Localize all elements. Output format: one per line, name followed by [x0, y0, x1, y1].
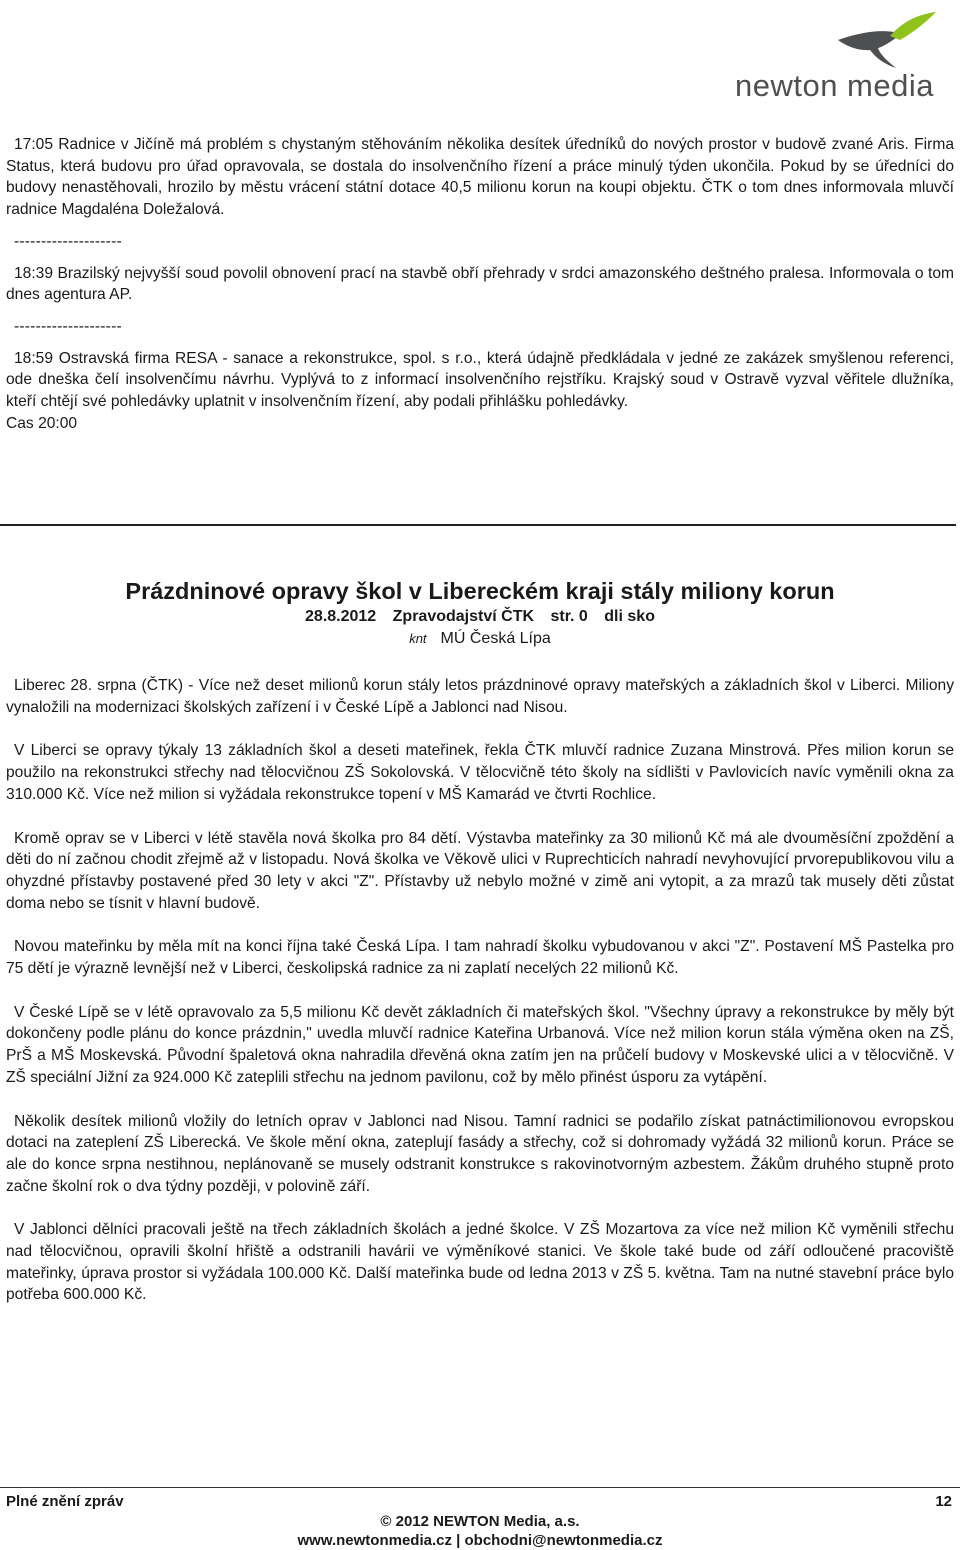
page-number: 12	[935, 1493, 952, 1510]
footer-info	[0, 1512, 960, 1550]
article-paragraph: Novou mateřinku by měla mít na konci října také Česká Lípa. I tam nahradí školku vybudovanou v akci "Z". Postavení MŠ Pastelka pro 75 dětí je výrazně levnější než v Liberci, českolipská radnice za ni zaplatí necelých 22 milionů Kč.	[6, 938, 954, 978]
article-paragraph: Kromě oprav se v Liberci v létě stavěla nová školka pro 84 dětí. Výstavba mateřinky za 30 milionů Kč má ale dvouměsíční zpoždění a děti do ní začnou chodit zřejmě až v listopadu. Nová školka ve Věkově ulici v Ruprechticích nahradí nevyhovující prvorepublikovou vilu a ohyzdné přístavby postavené před 30 lety v akci "Z". Přístavby už nebylo možné v zimě ani vytopit, a za mrazů tak musely děti zůstat doma nebo se tísnit v hlavní budově.	[6, 829, 954, 912]
article-paragraph: V České Lípě se v létě opravovalo za 5,5 milionu Kč devět základních či mateřských škol. "Všechny úpravy a rekonstrukce by měly být dokončeny podle plánu do konce prázdnin," uvedla mluvčí radnice Kateřina Urbanová. Více než milion korun stála výměna oken na ZŠ, PrŠ a MŠ Moskevská. Původní špaletová okna nahradila dřevěná okna zatím jen na průčelí budovy v Moskevské ulici a v tělocvičně. V ZŠ speciální Jižní za 924.000 Kč zateplili střechu na jednom pavilonu, což by mělo přinést úsporu za vytápění.	[6, 1003, 954, 1086]
author-name: MÚ Česká Lípa	[440, 630, 551, 647]
separator: --------------------	[14, 232, 122, 250]
article-body	[6, 675, 954, 1306]
article-source: Zpravodajství ČTK	[392, 608, 535, 625]
footer-links[interactable]: www.newtonmedia.cz | obchodni@newtonmedia.cz	[297, 1532, 663, 1549]
divider	[0, 524, 956, 526]
separator: --------------------	[14, 317, 122, 335]
article-paragraph: V Jablonci dělníci pracovali ještě na třech základních školách a jedné školce. V ZŠ Mozartova za více než milion Kč vyměnili střechu nad tělocvičnou, opravili školní hřiště a odstranili havárii ve výměníkové stanici. Ve škole také bude od září odloučené pracoviště mateřinky, úprava prostor si vyžádala 100.000 Kč. Další mateřinka bude od ledna 2013 v ZŠ 5. května. Tam na nutné stavební práce bylo potřeba 600.000 Kč.	[6, 1221, 954, 1304]
footer-divider	[0, 1487, 960, 1488]
article-date: 28.8.2012	[305, 608, 377, 625]
news-item: 17:05 Radnice v Jičíně má problém s chystaným stěhováním několika desítek úředníků do nových prostor v budově zvané Aris. Firma Status, která budovu pro úřad opravovala, se dostala do insolvenčního řízení a práce minulý týden ukončila. Pokud by se úředníci do budovy nenastěhovali, hrozilo by městu vrácení státní dotace 40,5 milionu korun na koupi objektu. ČTK o tom dnes informovala mluvčí radnice Magdaléna Doležalová.	[6, 136, 954, 219]
article-author	[0, 630, 960, 648]
article-page: str. 0	[550, 608, 588, 625]
footer-copyright: © 2012 NEWTON Media, a.s.	[380, 1513, 580, 1530]
newton-media-logo	[734, 10, 940, 103]
bird-icon	[830, 10, 940, 70]
article-paragraph: Liberec 28. srpna (ČTK) - Více než deset milionů korun stály letos prázdninové opravy mateřských a základních škol v Liberci. Miliony vynaložili na modernizaci školských zařízení i v České Lípě a Jablonci nad Nisou.	[6, 677, 954, 716]
article-paragraph: Několik desítek milionů vložily do letních oprav v Jablonci nad Nisou. Tamní radnici se podařilo získat patnáctimilionovou evropskou dotaci na zateplení ZŠ Liberecká. Ve škole mění okna, zateplují fasády a střechy, což si dohromady vyžádá 32 milionů korun. Práce se ale do konce srpna nestihnou, neplánovaně se musely odstranit konstrukce s rakovinotvorným azbestem. Žákům druhého stupně proto začne školní rok o dva týdny později, v polovině září.	[6, 1112, 954, 1195]
news-item: 18:59 Ostravská firma RESA - sanace a rekonstrukce, spol. s r.o., která údajně předkládala v jedné ze zakázek smyšlenou referenci, ode dneška čelí insolvenčímu návrhu. Vyplývá to z informací insolvenčního rejstříku. Krajský soud v Ostravě vyzval věřitele dlužníka, kteří chtějí své pohledávky uplatnit v insolvenčním řízení, aby podali přihlášku pohledávky.	[6, 349, 954, 411]
article-paragraph: V Liberci se opravy týkaly 13 základních škol a deseti mateřinek, řekla ČTK mluvčí radnice Zuzana Minstrová. Přes milion korun se použilo na rekonstrukci střechy nad tělocvičnou ZŠ Sokolovská. V tělocvičně této školy na sídlišti v Pavlovicích navíc vyměnili okna za 310.000 Kč. Více než milion si vyžádala rekonstrukce topení v MŠ Kamarád ve čtvrti Rochlice.	[6, 742, 954, 803]
news-source: Cas 20:00	[6, 414, 78, 432]
news-section	[6, 134, 954, 434]
news-item: 18:39 Brazilský nejvyšší soud povolil obnovení prací na stavbě obří přehrady v srdci amazonského deštného pralesa. Informovala o tom dnes agentura AP.	[6, 264, 954, 304]
article-title: Prázdninové opravy škol v Libereckém kraji stály miliony korun	[125, 578, 835, 604]
article-meta	[0, 608, 960, 626]
footer-label: Plné znění zpráv	[6, 1493, 124, 1510]
logo-text: newton media	[734, 68, 934, 103]
author-label: knt	[409, 631, 427, 646]
article-section: dli sko	[604, 608, 655, 625]
